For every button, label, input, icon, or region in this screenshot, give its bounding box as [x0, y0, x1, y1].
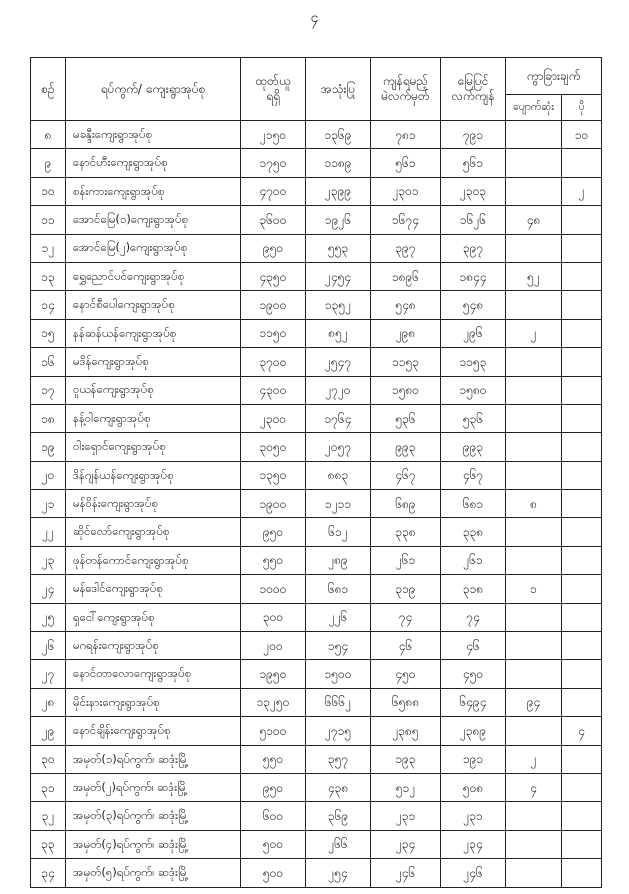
cell-name: ရှငေါ်ကျေးရွာအုပ်စု	[66, 603, 241, 631]
cell-lost	[506, 859, 562, 887]
cell-used: ၁၃၅၂	[306, 291, 371, 319]
cell-remaining: ၂၃၄	[371, 830, 441, 858]
cell-ground: ၆၄၉၄	[441, 688, 506, 716]
cell-remaining: ၁၈၉၆	[371, 262, 441, 290]
cell-extra	[562, 745, 602, 773]
cell-used: ၁၅၄	[306, 632, 371, 660]
header-issued-line1: ထုတ်ယူ	[255, 74, 291, 88]
cell-ground: ၉၉၃	[441, 433, 506, 461]
cell-ground: ၅၀၈	[441, 773, 506, 801]
cell-extra	[562, 632, 602, 660]
table-row	[31, 291, 602, 319]
cell-extra	[562, 319, 602, 347]
cell-used: ၂၈၉	[306, 546, 371, 574]
header-used-label: အသုံးပြု	[320, 81, 356, 96]
cell-ground: ၃၁၈	[441, 575, 506, 603]
cell-issued: ၆၀၀	[241, 802, 306, 830]
header-serial	[31, 58, 66, 121]
table-row	[31, 546, 602, 574]
cell-issued: ၄၃၅၀	[241, 262, 306, 290]
cell-serial: ၂၆	[31, 632, 66, 660]
cell-remaining: ၆၈၉	[371, 490, 441, 518]
cell-ground: ၁၉၁	[441, 745, 506, 773]
table-row	[31, 632, 602, 660]
header-ground-balance	[441, 58, 506, 121]
cell-name: ဆိုင်လော်ကျေးရွာအုပ်စု	[66, 518, 241, 546]
table-row	[31, 262, 602, 290]
cell-issued: ၉၅၀	[241, 234, 306, 262]
cell-extra	[562, 206, 602, 234]
cell-lost: ၂	[506, 745, 562, 773]
cell-serial: ၂၇	[31, 660, 66, 688]
cell-issued: ၄၇၀၀	[241, 177, 306, 205]
cell-issued: ၅၅၀	[241, 546, 306, 574]
cell-ground: ၇၉၁	[441, 121, 506, 149]
table-row	[31, 490, 602, 518]
cell-remaining: ၂၃၈၅	[371, 717, 441, 745]
cell-remaining: ၁၁၅၃	[371, 348, 441, 376]
table-row	[31, 859, 602, 887]
cell-extra	[562, 575, 602, 603]
cell-remaining: ၁၆၇၄	[371, 206, 441, 234]
cell-lost	[506, 830, 562, 858]
header-issued	[241, 58, 306, 121]
table-header	[31, 58, 602, 121]
cell-issued: ၉၅၀	[241, 773, 306, 801]
cell-serial: ၁၀	[31, 177, 66, 205]
cell-issued: ၁၇၅၀	[241, 149, 306, 177]
cell-lost	[506, 234, 562, 262]
cell-extra	[562, 859, 602, 887]
cell-used: ၅၅၃	[306, 234, 371, 262]
cell-serial: ၁၄	[31, 291, 66, 319]
cell-used: ၂၇၂၀	[306, 376, 371, 404]
cell-lost	[506, 177, 562, 205]
cell-serial: ၃၁	[31, 773, 66, 801]
cell-issued: ၁၁၅၀	[241, 319, 306, 347]
cell-ground: ၆၈၁	[441, 490, 506, 518]
table-row	[31, 660, 602, 688]
cell-serial: ၂၉	[31, 717, 66, 745]
cell-remaining: ၇၄	[371, 603, 441, 631]
cell-name: မိုင်းနားကျေးရွာအုပ်စု	[66, 688, 241, 716]
table-row	[31, 177, 602, 205]
header-serial-label: စဉ်	[41, 81, 55, 96]
cell-used: ၆၆၆၂	[306, 688, 371, 716]
cell-lost: ၉၄	[506, 688, 562, 716]
cell-serial: ၁၉	[31, 433, 66, 461]
cell-issued: ၁၃၂၅၀	[241, 688, 306, 716]
table-row	[31, 830, 602, 858]
cell-name: အောင်မြေ(၂)ကျေးရွာအုပ်စု	[66, 234, 241, 262]
cell-ground: ၁၁၅၃	[441, 348, 506, 376]
cell-lost: ၄	[506, 773, 562, 801]
cell-ground: ၅၄၈	[441, 291, 506, 319]
cell-serial: ၃၀	[31, 745, 66, 773]
ballot-count-table	[30, 57, 602, 888]
cell-ground: ၁၅၈၀	[441, 376, 506, 404]
table-row	[31, 603, 602, 631]
cell-serial: ၂၃	[31, 546, 66, 574]
cell-serial: ၁၈	[31, 404, 66, 432]
cell-serial: ၂၈	[31, 688, 66, 716]
cell-lost	[506, 632, 562, 660]
cell-issued: ၅၅၀	[241, 745, 306, 773]
header-remaining	[371, 58, 441, 121]
cell-ground: ၄၆၇	[441, 461, 506, 489]
cell-name: ဝူယန်ကျေးရွာအုပ်စု	[66, 376, 241, 404]
cell-lost	[506, 461, 562, 489]
cell-serial: ၁၁	[31, 206, 66, 234]
cell-remaining: ၆၅၈၈	[371, 688, 441, 716]
cell-lost	[506, 149, 562, 177]
cell-extra	[562, 433, 602, 461]
cell-lost: ၂	[506, 319, 562, 347]
cell-lost	[506, 546, 562, 574]
cell-issued: ၁၃၅၀	[241, 461, 306, 489]
cell-serial: ၂၂	[31, 518, 66, 546]
header-extra-label: ပို	[578, 100, 585, 113]
cell-ground: ၅၆၁	[441, 149, 506, 177]
cell-issued: ၂၃၀၀	[241, 404, 306, 432]
cell-issued: ၅၀၀	[241, 859, 306, 887]
cell-serial: ၃၃	[31, 830, 66, 858]
cell-remaining: ၅၁၂	[371, 773, 441, 801]
page-number: ၄	[310, 10, 319, 26]
cell-extra	[562, 773, 602, 801]
cell-extra	[562, 603, 602, 631]
cell-remaining: ၄၆၇	[371, 461, 441, 489]
cell-serial: ၁၆	[31, 348, 66, 376]
cell-used: ၂၀၅၇	[306, 433, 371, 461]
cell-issued: ၂၀၀	[241, 632, 306, 660]
cell-extra	[562, 149, 602, 177]
cell-name: မခန္ဒီးကျေးရွာအုပ်စု	[66, 121, 241, 149]
cell-extra	[562, 291, 602, 319]
cell-name: မန်ဝိန်းကျေးရွာအုပ်စု	[66, 490, 241, 518]
cell-name: အောင်မြေ(၁)ကျေးရွာအုပ်စု	[66, 206, 241, 234]
cell-used: ၈၈၃	[306, 461, 371, 489]
cell-lost	[506, 717, 562, 745]
cell-extra	[562, 518, 602, 546]
cell-ground: ၂၆၁	[441, 546, 506, 574]
header-remaining-line2: မဲလက်မှတ်	[381, 89, 430, 103]
cell-lost	[506, 291, 562, 319]
cell-serial: ၃၄	[31, 859, 66, 887]
cell-remaining: ၂၃၁	[371, 802, 441, 830]
cell-issued: ၅၁၀၀	[241, 717, 306, 745]
table-row	[31, 404, 602, 432]
cell-used: ၂၆၆	[306, 830, 371, 858]
cell-name: မန်ဒေါင်ကျေးရွာအုပ်စု	[66, 575, 241, 603]
cell-lost	[506, 518, 562, 546]
cell-ground: ၄၆	[441, 632, 506, 660]
cell-name: အမှတ်(၃)ရပ်ကွက်၊ ဆဒုံးမြို့	[66, 802, 241, 830]
cell-ground: ၂၃၈၉	[441, 717, 506, 745]
cell-remaining: ၃၁၉	[371, 575, 441, 603]
table-row	[31, 461, 602, 489]
cell-remaining: ၁၅၈၀	[371, 376, 441, 404]
table-row	[31, 773, 602, 801]
cell-used: ၂၅၄၇	[306, 348, 371, 376]
cell-serial: ၁၂	[31, 234, 66, 262]
cell-issued: ၁၉၀၀	[241, 291, 306, 319]
cell-issued: ၉၅၀	[241, 518, 306, 546]
cell-serial: ၂၀	[31, 461, 66, 489]
cell-used: ၃၆၉	[306, 802, 371, 830]
table-row	[31, 376, 602, 404]
cell-remaining: ၂၄၆	[371, 859, 441, 887]
cell-serial: ၃၂	[31, 802, 66, 830]
cell-extra	[562, 461, 602, 489]
cell-lost: ၈	[506, 490, 562, 518]
cell-used: ၃၅၇	[306, 745, 371, 773]
header-issued-line2: ရရှိ	[266, 89, 280, 103]
cell-ground: ၁၆၂၆	[441, 206, 506, 234]
cell-lost: ၁	[506, 575, 562, 603]
cell-used: ၂၅၄	[306, 859, 371, 887]
cell-remaining: ၅၃၆	[371, 404, 441, 432]
cell-used: ၁၇၆၄	[306, 404, 371, 432]
cell-issued: ၃၆၀၀	[241, 206, 306, 234]
header-lost-label: ပျောက်ဆုံး	[513, 100, 554, 113]
cell-issued: ၄၃၀၀	[241, 376, 306, 404]
cell-issued: ၂၁၅၀	[241, 121, 306, 149]
header-ward-village-label: ရပ်ကွက်/ ကျေးရွာအုပ်စု	[100, 81, 206, 96]
header-ground-balance-line2: လက်ကျန်	[451, 89, 495, 103]
cell-name: ဝါးရှောင်ကျေးရွာအုပ်စု	[66, 433, 241, 461]
cell-name: ဖုန်တန်ကောင်ကျေးရွာအုပ်စု	[66, 546, 241, 574]
cell-ground: ၂၃၁	[441, 802, 506, 830]
header-difference-group	[506, 58, 602, 95]
cell-ground: ၄၅၀	[441, 660, 506, 688]
cell-ground: ၇၄	[441, 603, 506, 631]
cell-serial: ၁၇	[31, 376, 66, 404]
table-row	[31, 802, 602, 830]
cell-lost	[506, 404, 562, 432]
cell-used: ၁၃၆၉	[306, 121, 371, 149]
cell-ground: ၂၃၀၃	[441, 177, 506, 205]
cell-extra	[562, 376, 602, 404]
cell-used: ၁၂၁၁	[306, 490, 371, 518]
table-row	[31, 717, 602, 745]
cell-extra	[562, 348, 602, 376]
table-row	[31, 688, 602, 716]
cell-lost	[506, 802, 562, 830]
cell-used: ၂၄၅၄	[306, 262, 371, 290]
table-row	[31, 575, 602, 603]
cell-remaining: ၇၈၁	[371, 121, 441, 149]
table-row	[31, 319, 602, 347]
cell-issued: ၃၀၅၀	[241, 433, 306, 461]
header-used	[306, 58, 371, 121]
cell-ground: ၁၈၄၄	[441, 262, 506, 290]
cell-used: ၁၉၂၆	[306, 206, 371, 234]
cell-used: ၈၅၂	[306, 319, 371, 347]
cell-name: စန်းကားကျေးရွာအုပ်စု	[66, 177, 241, 205]
cell-remaining: ၃၉၇	[371, 234, 441, 262]
cell-remaining: ၂၆၁	[371, 546, 441, 574]
cell-lost: ၄၈	[506, 206, 562, 234]
table-row	[31, 121, 602, 149]
table-row	[31, 745, 602, 773]
cell-ground: ၃၃၈	[441, 518, 506, 546]
header-remaining-line1: ကျန်ရမည့်	[382, 74, 429, 88]
cell-used: ၂၂၆	[306, 603, 371, 631]
cell-name: မဂရန်းကျေးရွာအုပ်စု	[66, 632, 241, 660]
cell-serial: ၁၃	[31, 262, 66, 290]
cell-extra	[562, 490, 602, 518]
table-row	[31, 206, 602, 234]
cell-remaining: ၉၉၃	[371, 433, 441, 461]
cell-lost	[506, 660, 562, 688]
cell-extra	[562, 660, 602, 688]
cell-lost	[506, 603, 562, 631]
cell-extra	[562, 546, 602, 574]
cell-ground: ၃၉၇	[441, 234, 506, 262]
cell-name: အမှတ်(၁)ရပ်ကွက်၊ ဆဒုံးမြို့	[66, 745, 241, 773]
cell-extra	[562, 830, 602, 858]
cell-extra	[562, 802, 602, 830]
cell-lost: ၅၂	[506, 262, 562, 290]
table-body	[31, 121, 602, 888]
cell-name: နောင်ချိန်းကျေးရွာအုပ်စု	[66, 717, 241, 745]
cell-name: အမှတ်(၂)ရပ်ကွက်၊ ဆဒုံးမြို့	[66, 773, 241, 801]
cell-issued: ၁၉၀၀	[241, 490, 306, 518]
cell-lost	[506, 348, 562, 376]
cell-extra: ၂	[562, 177, 602, 205]
table-row	[31, 149, 602, 177]
cell-extra	[562, 688, 602, 716]
header-ground-balance-line1: မြေပြင်	[457, 74, 489, 88]
cell-serial: ၂၅	[31, 603, 66, 631]
cell-name: ရွှေညောင်ပင်ကျေးရွာအုပ်စု	[66, 262, 241, 290]
header-extra	[562, 95, 602, 121]
cell-issued: ၃၇၀၀	[241, 348, 306, 376]
cell-extra: ၄	[562, 717, 602, 745]
table-row	[31, 234, 602, 262]
cell-extra	[562, 262, 602, 290]
cell-serial: ၁၅	[31, 319, 66, 347]
cell-extra	[562, 404, 602, 432]
cell-lost	[506, 433, 562, 461]
cell-ground: ၂၉၆	[441, 319, 506, 347]
cell-name: အမှတ်(၅)ရပ်ကွက်၊ ဆဒုံးမြို့	[66, 859, 241, 887]
cell-name: နောင်စီပေါကျေးရွာအုပ်စု	[66, 291, 241, 319]
cell-name: နန့်ဝါကျေးရွာအုပ်စု	[66, 404, 241, 432]
cell-lost	[506, 376, 562, 404]
header-ward-village	[66, 58, 241, 121]
cell-remaining: ၃၃၈	[371, 518, 441, 546]
cell-name: နောင်ဟီးကျေးရွာအုပ်စု	[66, 149, 241, 177]
cell-name: နန်ဆန်ယန်ကျေးရွာအုပ်စု	[66, 319, 241, 347]
cell-remaining: ၂၃၀၁	[371, 177, 441, 205]
header-lost	[506, 95, 562, 121]
cell-remaining: ၂၉၈	[371, 319, 441, 347]
cell-used: ၆၈၁	[306, 575, 371, 603]
cell-used: ၁၅၀၀	[306, 660, 371, 688]
table-row	[31, 348, 602, 376]
cell-extra	[562, 234, 602, 262]
cell-lost	[506, 121, 562, 149]
cell-remaining: ၁၉၃	[371, 745, 441, 773]
table-row	[31, 433, 602, 461]
cell-serial: ၂၁	[31, 490, 66, 518]
cell-remaining: ၅၆၁	[371, 149, 441, 177]
cell-remaining: ၅၄၈	[371, 291, 441, 319]
cell-remaining: ၄၅၀	[371, 660, 441, 688]
cell-used: ၄၃၈	[306, 773, 371, 801]
cell-issued: ၁၀၀၀	[241, 575, 306, 603]
cell-ground: ၅၃၆	[441, 404, 506, 432]
cell-issued: ၁၉၅၀	[241, 660, 306, 688]
cell-used: ၆၁၂	[306, 518, 371, 546]
cell-extra: ၁၀	[562, 121, 602, 149]
cell-used: ၁၁၈၉	[306, 149, 371, 177]
cell-ground: ၂၃၄	[441, 830, 506, 858]
cell-serial: ၉	[31, 149, 66, 177]
cell-name: ဒိန်ဂျန်ယန်ကျေးရွာအုပ်စု	[66, 461, 241, 489]
cell-ground: ၂၄၆	[441, 859, 506, 887]
table-row	[31, 518, 602, 546]
cell-name: နောင်တာလောကျေးရွာအုပ်စု	[66, 660, 241, 688]
cell-name: မဒိန်ကျေးရွာအုပ်စု	[66, 348, 241, 376]
cell-issued: ၅၀၀	[241, 830, 306, 858]
cell-used: ၂၃၉၉	[306, 177, 371, 205]
cell-name: အမှတ်(၄)ရပ်ကွက်၊ ဆဒုံးမြို့	[66, 830, 241, 858]
cell-used: ၂၇၁၅	[306, 717, 371, 745]
cell-issued: ၃၀၀	[241, 603, 306, 631]
header-difference-label: ကွာခြားချက်	[526, 68, 581, 83]
cell-serial: ၈	[31, 121, 66, 149]
cell-remaining: ၄၆	[371, 632, 441, 660]
cell-serial: ၂၄	[31, 575, 66, 603]
